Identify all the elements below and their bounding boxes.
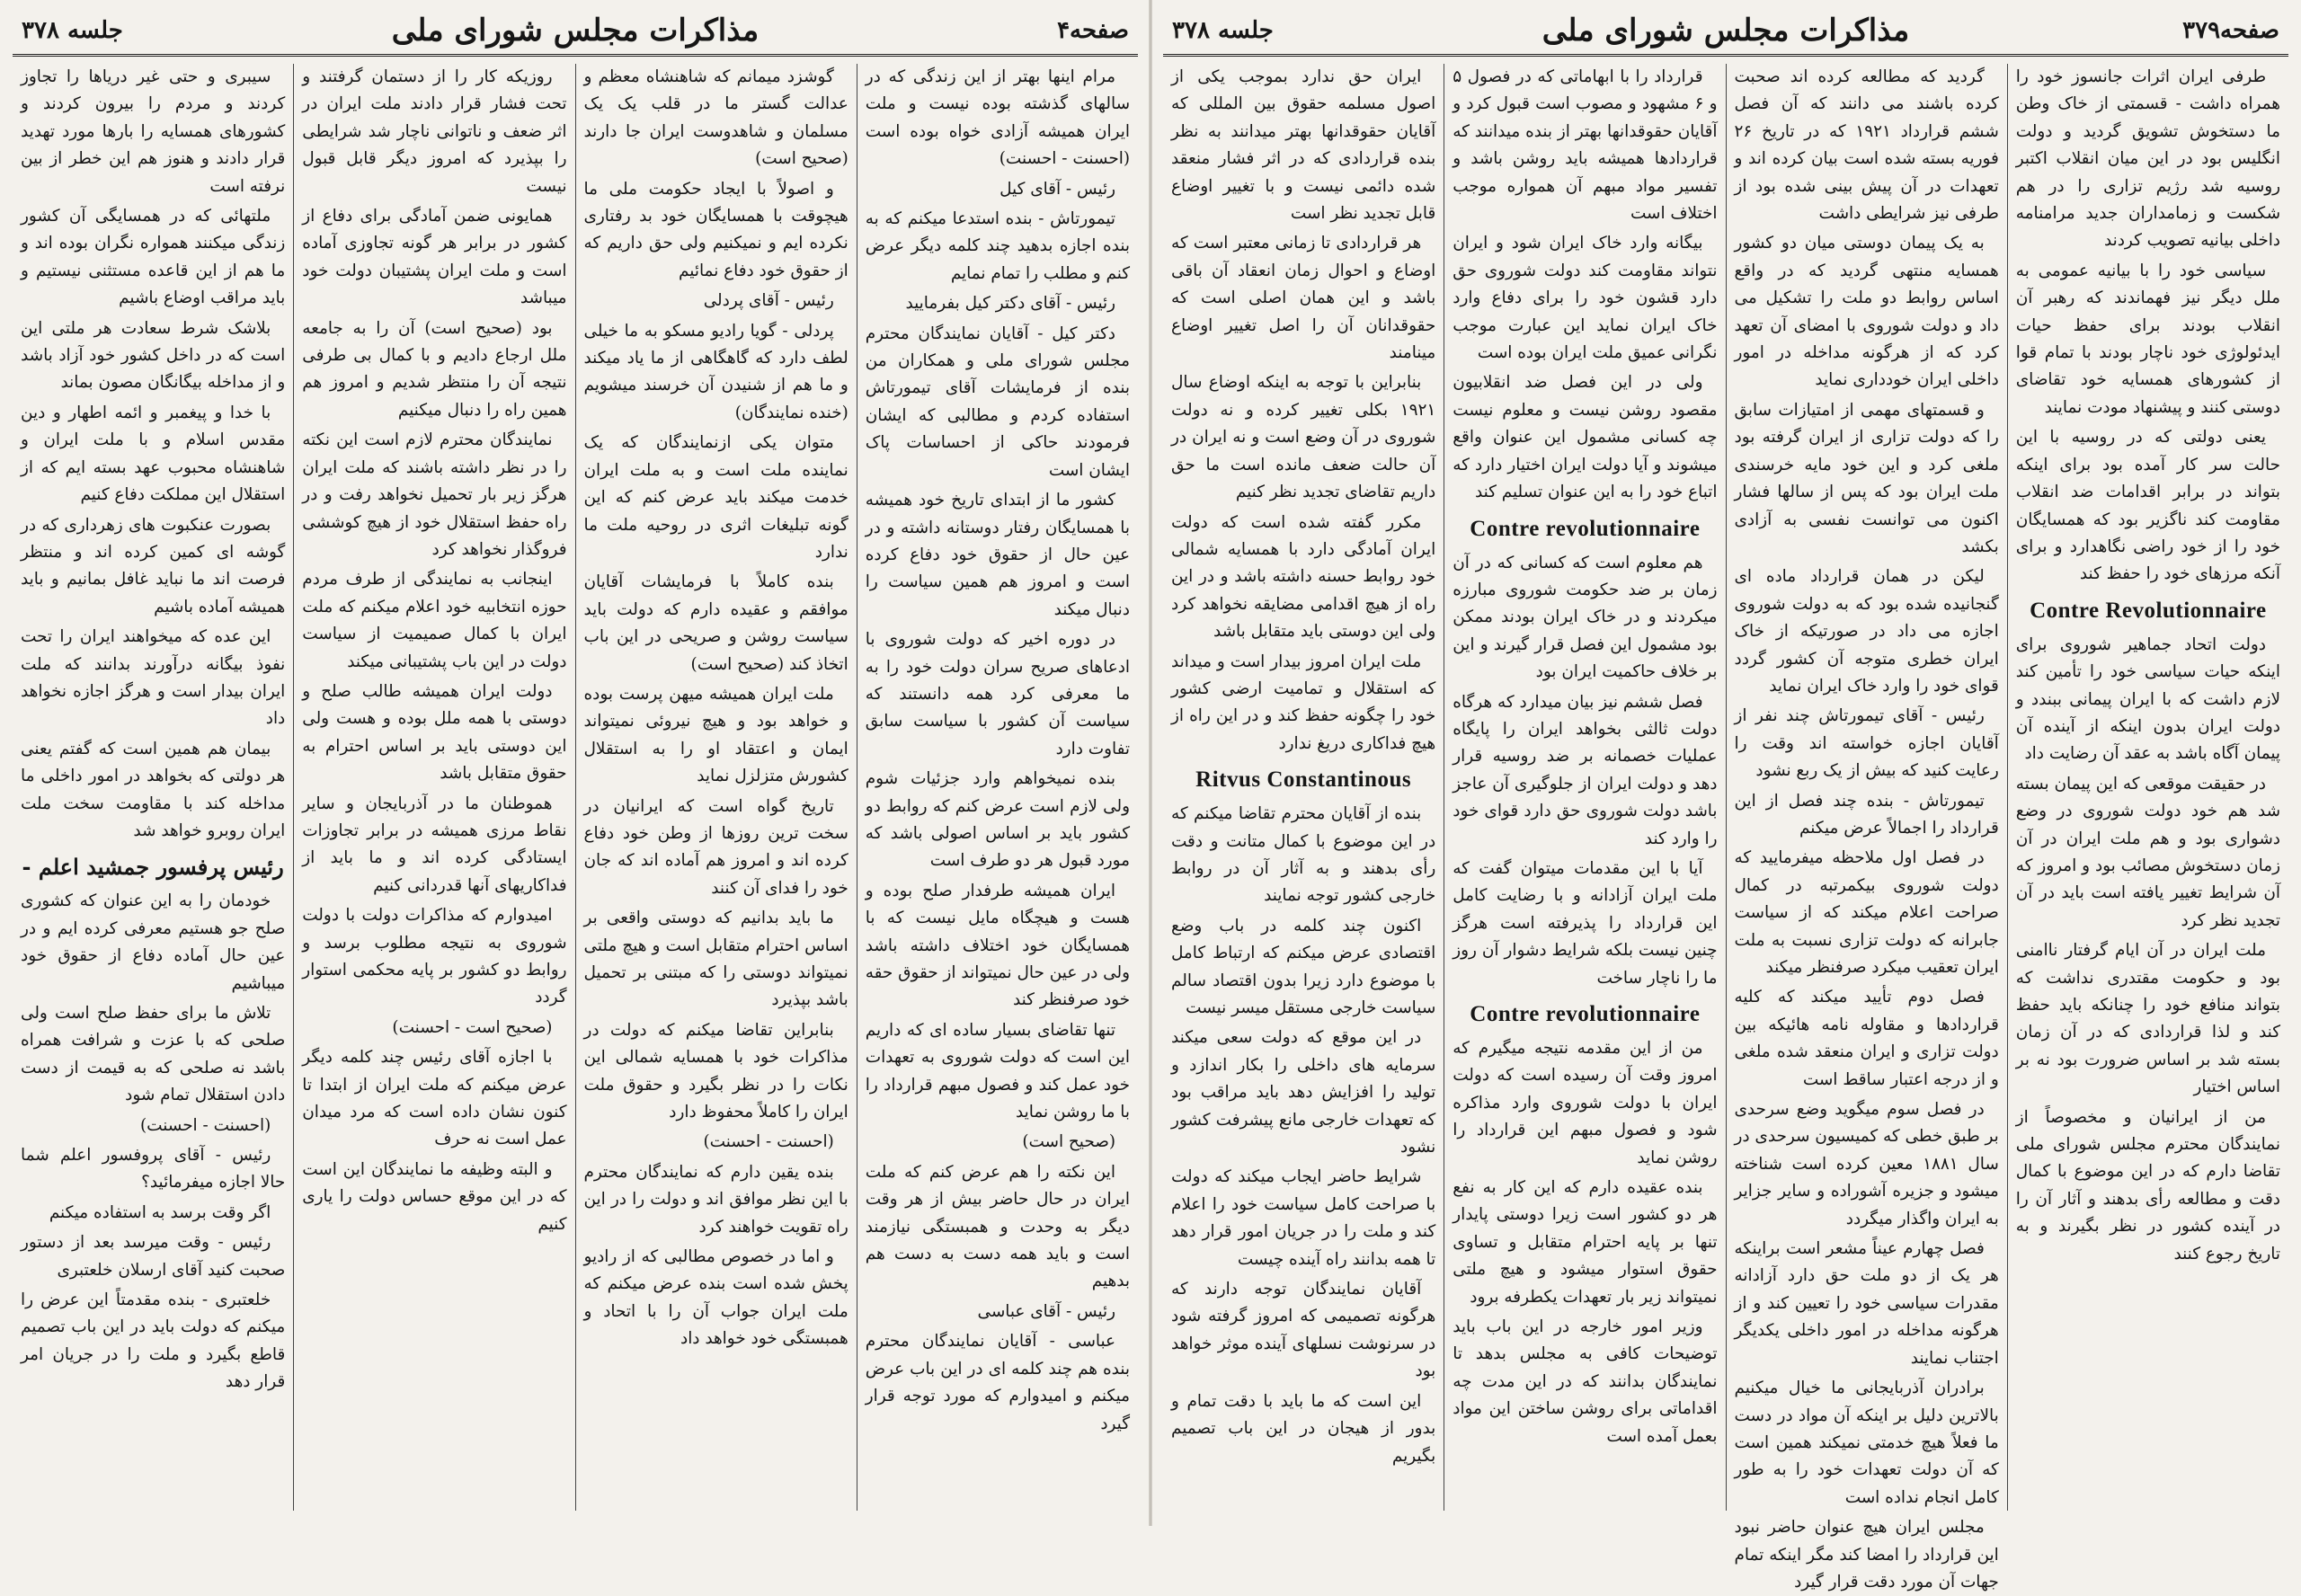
paragraph: مکرر گفته شده است که دولت ایران آمادگی دارد با همسایه شمالی خود روابط حسنه داشته باشد و در این راه از هیچ اقدامی مضایقه نخواهد کرد ولی این دوستی باید متقابل باشد [1171, 512, 1436, 642]
paragraph: سیبری و حتی غیر دریاها را تجاوز کردند و مردم را بیرون کردند و کشورهای همسایه را بارها مورد تهدید قرار دادند و هنوز هم این خطر از بین نرفته است [21, 67, 286, 196]
paragraph: بلاشک شرط سعادت هر ملتی این است که در داخل کشور خود آزاد باشد و از مداخله بیگانگان مصون بماند [21, 318, 286, 393]
left-columns [13, 64, 1138, 1511]
section-heading: Ritvus Constantinous [1195, 767, 1412, 793]
paragraph: و اصولاً با ایجاد حکومت ملی ما هیچوقت با همسایگان خود بد رفتاری نکرده ایم و نمیکنیم ولی حق داریم که از حقوق خود دفاع نمائیم [583, 179, 848, 280]
paragraph: آیا با این مقدمات میتوان گفت که ملت ایران آزادانه و با رضایت کامل این قرارداد را پذیرفته است هرگز چنین نیست بلکه شرایط دشوار آن روز ما را ناچار ساخت [1453, 858, 1718, 988]
paragraph: گوشزد میمانم که شاهنشاه معظم و عدالت گستر ما در قلب یک یک مسلمان و شاهدوست ایران جا دارند (صحیح است) [583, 67, 848, 169]
paragraph: ملت ایران همیشه میهن پرست بوده و خواهد بود و هیچ نیروئی نمیتواند ایمان و اعتقاد او را به استقلال کشورش متزلزل نماید [583, 684, 848, 786]
paragraph: بنابراین با توجه به اینکه اوضاع سال ۱۹۲۱ بکلی تغییر کرده و نه دولت شوروی در آن وضع است و نه ایران در آن حالت ضعف مانده است ما حق داریم تقاضای تجدید نظر کنیم [1171, 373, 1436, 502]
paragraph: همایونی ضمن آمادگی برای دفاع از کشور در برابر هر گونه تجاوزی آماده است و ملت ایران پشتیبان دولت خود میباشد [302, 207, 567, 308]
paragraph: ولی در این فصل ضد انقلابیون مقصود روشن نیست و معلوم نیست چه کسانی مشمول این عنوان واقع میشوند و آیا دولت ایران اختیار دارد که اتباع خود را به این عنوان تسلیم کند [1453, 373, 1718, 502]
paragraph: اکنون چند کلمه در باب وضع اقتصادی عرض میکنم که ارتباط کامل با موضوع دارد زیرا بدون اقتصاد سالم سیاست خارجی مستقل میسر نیست [1171, 916, 1436, 1017]
paragraph: رئیس - آقای تیمورتاش چند نفر از آقایان اجازه خواسته اند وقت را رعایت کنید که بیش از یک ربع نشود [1734, 706, 1999, 781]
paragraph: هم معلوم است که کسانی که در آن زمان بر ضد حکومت شوروی مبارزه میکردند و در خاک ایران بودند ممکن بود مشمول این فصل قرار گیرند و این بر خلاف حاکمیت ایران بود [1453, 553, 1718, 682]
paragraph: ایران حق ندارد بموجب یکی از اصول مسلمه حقوق بین المللی که آقایان حقوقدانها بهتر میدانند به نظر بنده قراردادی که در اثر فشار منعقد شده دائمی نیست و با تغییر اوضاع قابل تجدید نظر است [1171, 67, 1436, 224]
paragraph: تیمورتاش - بنده استدعا میکنم که به بنده اجازه بدهید چند کلمه دیگر عرض کنم و مطلب را تمام نمایم [865, 209, 1130, 283]
paragraph: و اما در خصوص مطالبی که از رادیو پخش شده است بنده عرض میکنم که ملت ایران جواب آن را با اتحاد و همبستگی خود خواهد داد [583, 1247, 848, 1349]
paragraph: امیدوارم که مذاکرات دولت با دولت شوروی به نتیجه مطلوب برسد و روابط دو کشور بر پایه محکمی استوار گردد [302, 906, 567, 1007]
paragraph: یعنی دولتی که در روسیه با این حالت سر کار آمده بود برای اینکه بتواند در برابر اقدامات ضد انقلاب مقاومت کند ناگزیر بود که همسایگان خود را از خود راضی نگاهدارد و برای آنکه مرزهای خود را حفظ کند [2015, 428, 2280, 584]
paragraph: فصل ششم نیز بیان میدارد که هرگاه دولت ثالثی بخواهد ایران را پایگاه عملیات خصمانه بر ضد روسیه قرار دهد و دولت ایران از جلوگیری آن عاجز باشد دولت شوروی حق دارد قوای خود را وارد کند [1453, 692, 1718, 848]
paragraph: این نکته را هم عرض کنم که ملت ایران در حال حاضر بیش از هر وقت دیگر به وحدت و همبستگی نیازمند است و باید همه دست به دست هم بدهیم [865, 1162, 1130, 1291]
paragraph: به یک پیمان دوستی میان دو کشور همسایه منتهی گردید که در واقع اساس روابط دو ملت را تشکیل می داد و دولت شوروی با امضای آن تعهد کرد که از هرگونه مداخله در امور داخلی ایران خودداری نماید [1734, 234, 1999, 390]
paragraph: گردید که مطالعه کرده اند صحبت کرده باشند می دانند که آن فصل ششم قرارداد ۱۹۲۱ که در تاریخ ۲۶ فوریه بسته شده است بیان کرده اند و تعهدات در آن پیش بینی شده بود از طرفی نیز شرایطی داشت [1734, 67, 1999, 224]
section-heading: Contre revolutionnaire [1470, 1002, 1701, 1026]
right-page-title: مذاکرات مجلس شورای ملی [1541, 13, 1910, 49]
paragraph: رئیس - آقای عباسی [977, 1301, 1115, 1321]
section-heading: Contre Revolutionnaire [2030, 598, 2267, 623]
paragraph: در این موقع که دولت سعی میکند سرمایه های داخلی را بکار اندازد و تولید را افزایش دهد باید مراقب بود که تعهدات خارجی مانع پیشرفت کشور نشود [1171, 1028, 1436, 1157]
paragraph: فصل چهارم عیناً مشعر است براینکه هر یک از دو ملت حق دارد آزادانه مقدرات سیاسی خود را تعیین کند و از هرگونه مداخله در امور داخلی یکدیگر اجتناب نمایند [1734, 1239, 1999, 1368]
paragraph: اینجانب به نمایندگی از طرف مردم حوزه انتخابیه خود اعلام میکنم که ملت ایران با کمال صمیمیت از سیاست دولت در این باب پشتیبانی میکند [302, 570, 567, 671]
paragraph: دولت اتحاد جماهیر شوروی برای اینکه حیات سیاسی خود را تأمین کند لازم داشت که با ایران پیمانی ببندد و دولت ایران بدون اینکه از آینده آن پیمان آگاه باشد به عقد آن رضایت داد [2015, 634, 2280, 764]
paragraph: بنده عقیده دارم که این کار به نفع هر دو کشور است زیرا دوستی پایدار تنها بر پایه احترام متقابل و تساوی حقوق استوار میشود و هیچ ملتی نمیتواند زیر بار تعهدات یکطرفه برود [1453, 1178, 1718, 1307]
paragraph: دولت ایران همیشه طالب صلح و دوستی با همه ملل بوده و هست ولی این دوستی باید بر اساس احترام به حقوق متقابل باشد [302, 681, 567, 784]
paragraph: رئیس - آقای پردلی [703, 291, 834, 311]
paragraph: قرارداد را با ابهاماتی که در فصول ۵ و ۶ مشهود و مصوب است قبول کرد و آقایان حقوقدانها بهتر از بنده میدانند که قراردادها همیشه باید روشن باشد و تفسیر مواد مبهم آن همواره موجب اختلاف است [1453, 67, 1718, 224]
paragraph: بنده نمیخواهم وارد جزئیات شوم ولی لازم است عرض کنم که روابط دو کشور باید بر اساس اصولی باشد که مورد قبول هر دو طرف است [865, 769, 1130, 871]
left-column-2 [575, 64, 857, 1511]
paragraph: کشور ما از ابتدای تاریخ خود همیشه با همسایگان رفتار دوستانه داشته و در عین حال از حقوق خود دفاع کرده است و امروز هم همین سیاست را دنبال میکند [865, 491, 1130, 619]
paragraph: مرام اینها بهتر از این زندگی که در سالهای گذشته بوده نیست و ملت ایران همیشه آزادی خواه بوده است (احسنت - احسنت) [865, 67, 1130, 169]
paragraph: در دوره اخیر که دولت شوروی با ادعاهای صریح سران دولت خود را به ما معرفی کرد همه دانستند که سیاست آن کشور با سیاست سابق تفاوت دارد [865, 630, 1130, 758]
paragraph: آقایان نمایندگان توجه دارند که هرگونه تصمیمی که امروز گرفته شود در سرنوشت نسلهای آینده موثر خواهد بود [1171, 1280, 1436, 1381]
right-column-3 [1444, 64, 1725, 1511]
paragraph: هموطنان ما در آذربایجان و سایر نقاط مرزی همیشه در برابر تجاوزات ایستادگی کرده اند و ما باید از فداکاریهای آنها قدردانی کنیم [302, 794, 567, 895]
left-page [0, 0, 1150, 1526]
paragraph: بنابراین تقاضا میکنم که دولت در مذاکرات خود با همسایه شمالی این نکات را در نظر بگیرد و حقوق ملت ایران را کاملاً محفوظ دارد [583, 1020, 848, 1122]
paragraph: ایران همیشه طرفدار صلح بوده و هست و هیچگاه مایل نیست که با همسایگان خود اختلاف داشته باشد ولی در عین حال نمیتواند از حقوق حقه خود صرفنظر کند [865, 881, 1130, 1010]
paragraph: بنده یقین دارم که نمایندگان محترم با این نظر موافق اند و دولت را در این راه تقویت خواهند کرد [583, 1162, 848, 1237]
paragraph: رئیس - وقت میرسد بعد از دستور صحبت کنید آقای ارسلان خلعتبری [21, 1233, 286, 1280]
paragraph: این عده که میخواهند ایران را تحت نفوذ بیگانه درآورند بدانند که ملت ایران بیدار است و هرگز اجازه نخواهد داد [21, 627, 286, 729]
paragraph: روزیکه کار را از دستمان گرفتند و تحت فشار قرار دادند ملت ایران در اثر ضعف و ناتوانی ناچار شد شرایطی را بپذیرد که امروز دیگر قابل قبول نیست [302, 67, 567, 196]
paragraph: تاریخ گواه است که ایرانیان در سخت ترین روزها از وطن خود دفاع کرده اند و امروز هم آماده اند که جان خود را فدای آن کنند [583, 796, 848, 898]
paragraph: بصورت عنکبوت های زهرداری که در گوشه ای کمین کرده اند و منتظر فرصت اند ما نباید غافل بمانیم و باید همیشه آماده باشیم [21, 515, 286, 616]
right-columns [1163, 64, 2288, 1592]
paragraph: تنها تقاضای بسیار ساده ای که داریم این است که دولت شوروی به تعهدات خود عمل کند و فصول مبهم قرارداد را با ما روشن نماید [865, 1020, 1130, 1122]
paragraph: متوان یکی ازنمایندگان که یک نماینده ملت است و به ملت ایران خدمت میکند باید عرض کنم که این گونه تبلیغات اثری در روحیه ملت ما ندارد [583, 433, 848, 562]
paragraph: وزیر امور خارجه در این باب باید توضیحات کافی به مجلس بدهد تا نمایندگان بدانند که در این مدت چه اقداماتی برای روشن ساختن این مواد بعمل آمده است [1453, 1317, 1718, 1446]
paragraph: رئیس - آقای دکتر کیل بفرمایید [905, 294, 1115, 314]
paragraph: من از این مقدمه نتیجه میگیرم که امروز وقت آن رسیده است که دولت ایران با دولت شوروی وارد مذاکره شود و فصول مبهم این قرارداد را روشن نماید [1453, 1039, 1718, 1167]
right-column-2 [1726, 64, 2007, 1592]
paragraph: (احسنت - احسنت) [140, 1115, 271, 1135]
left-page-title: مذاکرات مجلس شورای ملی [391, 13, 760, 49]
paragraph: بنده از آقایان محترم تقاضا میکنم که در این موضوع با کمال متانت و دقت رأی بدهند و به آثار آن در روابط خارجی کشور توجه نمایند [1171, 804, 1436, 906]
paragraph: من از ایرانیان و مخصوصاً از نمایندگان محترم مجلس شورای ملی تقاضا دارم که در این موضوع با کمال دقت و مطالعه رأی بدهند و آثار آن را در آینده کشور در نظر بگیرند و به تاریخ رجوع کنند [2015, 1107, 2280, 1264]
left-page-label: صفحه۴ [1057, 17, 1129, 44]
paragraph: فصل دوم تأیید میکند که کلیه قراردادها و مقاوله نامه هائیکه بین دولت تزاری و ایران منعقد شده ملغی و از درجه اعتبار ساقط است [1734, 988, 1999, 1089]
paragraph: در فصل سوم میگوید وضع سرحدی بر طبق خطی که کمیسیون سرحدی در سال ۱۸۸۱ معین کرده است شناخته میشود و جزیره آشوراده و سایر جزایر به ایران واگذار میگردد [1734, 1100, 1999, 1228]
paragraph: ما باید بدانیم که دوستی واقعی بر اساس احترام متقابل است و هیچ ملتی نمیتواند دوستی را که مبتنی بر تحمیل باشد بپذیرد [583, 909, 848, 1010]
paragraph: بیگانه وارد خاک ایران شود و ایران نتواند مقاومت کند دولت شوروی حق دارد قشون خود را برای دفاع وارد خاک ایران نماید این عبارت موجب نگرانی عمیق ملت ایران بوده است [1453, 234, 1718, 363]
paragraph: دکتر کیل - آقایان نمایندگان محترم مجلس شورای ملی و همکاران من بنده از فرمایشات آقای تیمورتاش استفاده کردم و مطالبی که ایشان فرمودند حاکی از احساسات پاک ایشان است [865, 324, 1130, 480]
paragraph: بنده کاملاً با فرمایشات آقایان موافقم و عقیده دارم که دولت باید سیاست روشن و صریحی در این باب اتخاذ کند (صحیح است) [583, 572, 848, 674]
right-session-label: جلسه ۳۷۸ [1172, 17, 1274, 44]
left-column-3 [293, 64, 574, 1511]
right-running-head [1163, 7, 2288, 57]
paragraph: ملتهائی که در همسایگی آن کشور زندگی میکنند همواره نگران بوده اند و ما هم از این قاعده مستثنی نیستیم و باید مراقب اوضاع باشیم [21, 207, 286, 308]
paragraph: (صحیح است) [1022, 1132, 1115, 1152]
paragraph: خودمان را به این عنوان که کشوری صلح جو هستیم معرفی کرده ایم و در عین حال آماده دفاع از حقوق خود میباشیم [21, 891, 286, 993]
right-column-4 [1163, 64, 1444, 1511]
left-column-4 [13, 64, 293, 1511]
paragraph: طرفی ایران اثرات جانسوز خود را همراه داشت - قسمتی از خاک وطن ما دستخوش تشویق گردید و دولت انگلیس بود در این میان انقلاب اکتبر روسیه شد رژیم تزاری را در هم شکست و زمامداران جدید مرامنامه داخلی بیانیه تصویب کردند [2015, 67, 2280, 251]
section-heading: Contre revolutionnaire [1470, 516, 1701, 541]
paragraph: با اجازه آقای رئیس چند کلمه دیگر عرض میکنم که ملت ایران از ابتدا تا کنون نشان داده است که مرد میدان عمل است نه حرف [302, 1048, 567, 1149]
paragraph: نمایندگان محترم لازم است این نکته را در نظر داشته باشند که ملت ایران هرگز زیر بار تحمیل نخواهد رفت و در راه حفظ استقلال خود از هیچ کوششی فروگذار نخواهد کرد [302, 430, 567, 559]
paragraph: (صحیح است - احسنت) [392, 1017, 553, 1037]
paragraph: مجلس ایران هیچ عنوان حاضر نبود این قرارداد را امضا کند مگر اینکه تمام جهات آن مورد دقت قرار گیرد [1734, 1518, 1999, 1592]
paragraph: اگر وقت برسد به استفاده میکنم [49, 1202, 271, 1222]
paragraph: رئیس - آقای کیل [999, 179, 1115, 199]
paragraph: عباسی - آقایان نمایندگان محترم بنده هم چند کلمه ای در این باب عرض میکنم و امیدوارم که مورد توجه قرار گیرد [865, 1332, 1130, 1433]
paragraph: خلعتبری - بنده مقدمتاً این عرض را میکنم که دولت باید در این باب تصمیم قاطع بگیرد و ملت را در جریان امر قرار دهد [21, 1290, 286, 1392]
paragraph: شرایط حاضر ایجاب میکند که دولت با صراحت کامل سیاست خود را اعلام کند و ملت را در جریان امور قرار دهد تا همه بدانند راه آینده چیست [1171, 1167, 1436, 1269]
left-running-head [13, 7, 1138, 57]
paragraph: هر قراردادی تا زمانی معتبر است که اوضاع و احوال زمان انعقاد آن باقی باشد و این همان اصلی است که حقوقدانان آن را اصل تغییر اوضاع مینامند [1171, 234, 1436, 363]
paragraph: با خدا و پیغمبر و ائمه اطهار و دین مقدس اسلام و با ملت ایران و شاهنشاه محبوب عهد بسته ایم که از استقلال این مملکت دفاع کنیم [21, 403, 286, 505]
paragraph: سیاسی خود را با بیانیه عمومی به ملل دیگر نیز فهماندند که رهبر آن انقلاب بودند برای حفظ حیات ایدئولوژی خود ناچار بودند با تمام قوا از کشورهای همسایه خود تقاضای دوستی کنند و پیشنهاد مودت نمایند [2015, 261, 2280, 417]
paragraph: بیمان هم همین است که گفتم یعنی هر دولتی که بخواهد در امور داخلی ما مداخله کند با مقاومت سخت ملت ایران روبرو خواهد شد [21, 739, 286, 840]
right-page-label: صفحه۳۷۹ [2182, 17, 2279, 44]
right-column-1 [2007, 64, 2288, 1511]
paragraph: و البته وظیفه ما نمایندگان این است که در این موقع حساس دولت را یاری کنیم [302, 1159, 567, 1234]
paragraph: (احسنت - احسنت) [703, 1132, 834, 1152]
paragraph: تیمورتاش - بنده چند فصل از این قرارداد را اجمالاً عرض میکنم [1734, 791, 1999, 838]
paragraph: و قسمتهای مهمی از امتیازات سابق را که دولت تزاری از ایران گرفته بود ملغی کرد و این خود مایه خرسندی ملت ایران بود که پس از سالها فشار اکنون می توانست نفسی به آزادی بکشد [1734, 400, 1999, 556]
paragraph: لیکن در همان قرارداد ماده ای گنجانیده شده بود که به دولت شوروی اجازه می داد در صورتیکه از خاک ایران خطری متوجه آن کشور گردد قوای خود را وارد خاک ایران نماید [1734, 567, 1999, 696]
left-session-label: جلسه ۳۷۸ [22, 17, 123, 44]
paragraph: در فصل اول ملاحظه میفرمایید که دولت شوروی بیکمرتبه در کمال صراحت اعلام میکند که از سیاست جابرانه که دولت تزاری نسبت به ملت ایران تعقیب میکرد صرفنظر میکند [1734, 848, 1999, 977]
paragraph: بود (صحیح است) آن را به جامعه ملل ارجاع دادیم و با کمال بی طرفی نتیجه آن را منتظر شدیم و امروز هم همین راه را دنبال میکنیم [302, 318, 567, 420]
paragraph: پردلی - گویا رادیو مسکو به ما خیلی لطف دارد که گاهگاهی از ما یاد میکند و ما هم از شنیدن آن خرسند میشویم (خنده نمایندگان) [583, 321, 848, 422]
paragraph: رئیس - آقای پروفسور اعلم شما حالا اجازه میفرمائید؟ [21, 1146, 286, 1193]
paragraph: این است که ما باید با دقت تمام و بدور از هیجان در این باب تصمیم بگیریم [1171, 1391, 1436, 1466]
paragraph: ملت ایران در آن ایام گرفتار ناامنی بود و حکومت مقتدری نداشت که بتواند منافع خود را چنانکه باید حفظ کند و لذا قراردادی که در آن زمان بسته شد بر اساس ضرورت بود نه بر اساس اختیار [2015, 941, 2280, 1097]
left-column-1 [857, 64, 1138, 1511]
paragraph: تلاش ما برای حفظ صلح است ولی صلحی که با عزت و شرافت همراه باشد نه صلحی که به قیمت از دست دادن استقلال تمام شود [21, 1004, 286, 1105]
right-page [1150, 0, 2301, 1592]
paragraph: ملت ایران امروز بیدار است و میداند که استقلال و تمامیت ارضی کشور خود را چگونه حفظ کند و در این راه از هیچ فداکاری دریغ ندارد [1171, 652, 1436, 753]
paragraph: برادران آذربایجانی ما خیال میکنیم بالاترین دلیل بر اینکه آن مواد در دست ما فعلاً هیچ خدمتی نمیکند همین است که آن دولت تعهدات خود را به طور کامل انجام نداده است [1734, 1379, 1999, 1507]
paragraph: در حقیقت موقعی که این پیمان بسته شد هم خود دولت شوروی در وضع دشواری بود و هم ملت ایران در آن زمان دستخوش مصائب بود و امروز که آن شرایط تغییر یافته است باید در آن تجدید نظر کرد [2015, 774, 2280, 930]
section-heading: رئیس پرفسور جمشید اعلم - [22, 854, 284, 881]
